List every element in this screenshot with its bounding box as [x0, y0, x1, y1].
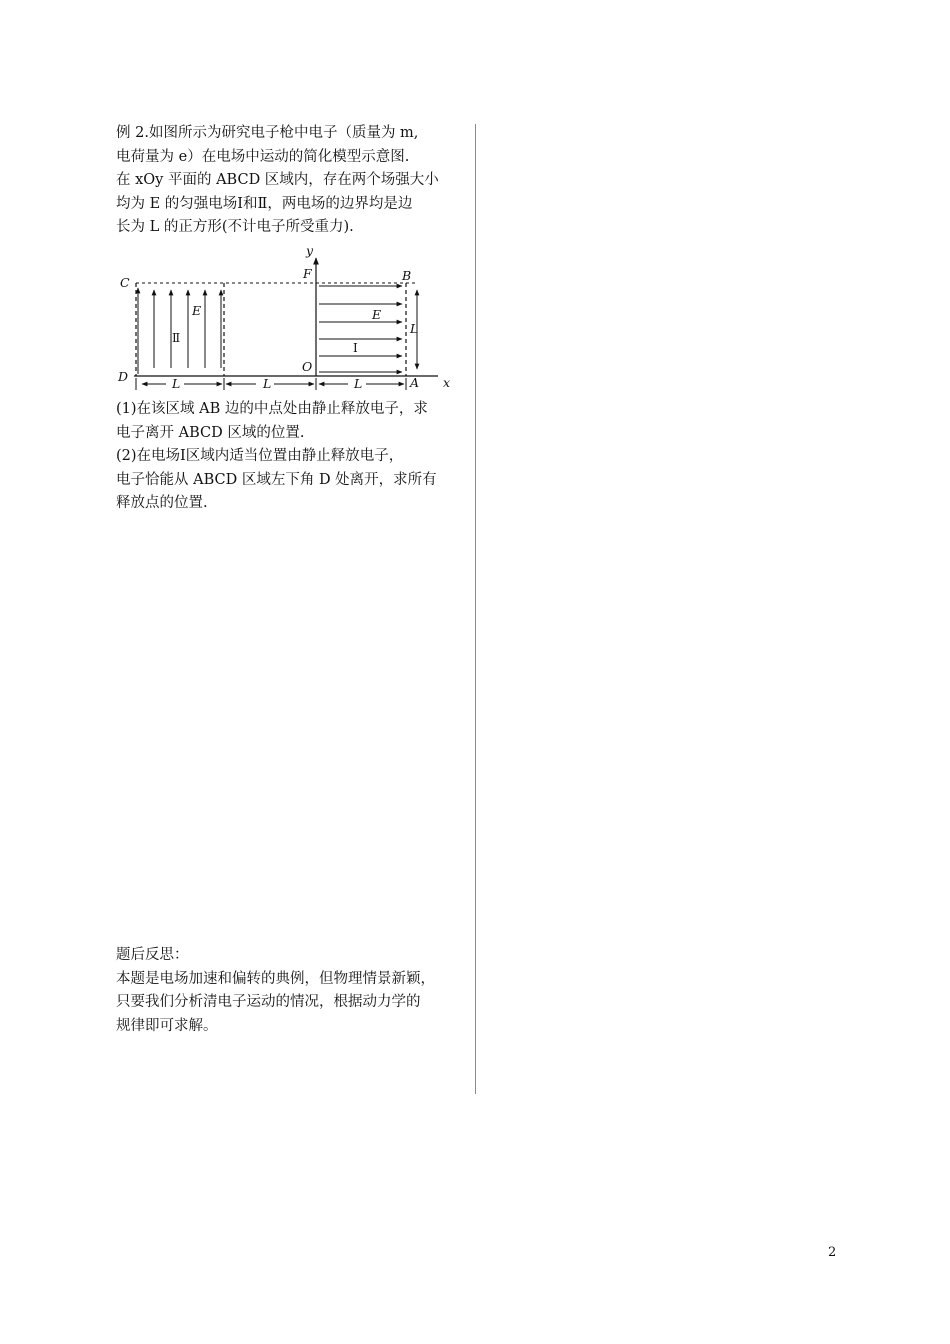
label-e-region-i: E	[372, 307, 382, 322]
question-line-4: 电子恰能从 ABCD 区域左下角 D 处离开，求所有	[116, 471, 437, 488]
problem-text	[116, 122, 466, 240]
problem-intro-line-1: 例 2.如图所示为研究电子枪中电子（质量为 m,	[116, 125, 419, 141]
problem-intro-line-4: 均为 E 的匀强电场Ⅰ和Ⅱ，两电场的边界均是边	[116, 195, 413, 212]
label-e-region-ii: E	[192, 303, 202, 318]
electric-field-diagram	[116, 242, 466, 394]
problem-intro-line-3: 在 xOy 平面的 ABCD 区域内，存在两个场强大小	[116, 172, 439, 188]
label-region-i: Ⅰ	[353, 341, 358, 355]
reflection-title: 题后反思：	[116, 947, 189, 963]
column-divider	[475, 124, 476, 1094]
label-y: y	[306, 243, 314, 258]
question-line-5: 释放点的位置.	[116, 495, 208, 511]
label-region-ii: Ⅱ	[172, 331, 181, 345]
reflection-section	[116, 944, 466, 1038]
label-d: D	[118, 369, 129, 384]
label-x: x	[443, 375, 451, 390]
label-c: C	[120, 275, 130, 290]
question-line-3: (2)在电场Ⅰ区域内适当位置由静止释放电子，	[116, 448, 404, 464]
problem-intro-line-5: 长为 L 的正方形(不计电子所受重力).	[116, 219, 354, 235]
question-text	[116, 398, 466, 516]
question-line-2: 电子离开 ABCD 区域的位置.	[116, 424, 305, 441]
label-a: A	[410, 375, 420, 390]
page-number: 2	[828, 1245, 837, 1260]
label-l-1: L	[172, 376, 181, 391]
label-o: O	[302, 359, 313, 374]
reflection-line-2: 只要我们分析清电子运动的情况，根据动力学的	[116, 994, 421, 1010]
question-line-1: (1)在该区域 AB 边的中点处由静止释放电子，求	[116, 401, 428, 417]
label-l-side: L	[410, 321, 419, 336]
reflection-line-1: 本题是电场加速和偏转的典例，但物理情景新颖，	[116, 970, 435, 987]
reflection-line-3: 规律即可求解。	[116, 1017, 218, 1034]
label-l-2: L	[263, 376, 272, 391]
label-b: B	[402, 268, 412, 283]
label-l-3: L	[354, 376, 363, 391]
problem-intro-line-2: 电荷量为 e）在电场中运动的简化模型示意图.	[116, 148, 410, 165]
label-f: F	[303, 266, 312, 281]
